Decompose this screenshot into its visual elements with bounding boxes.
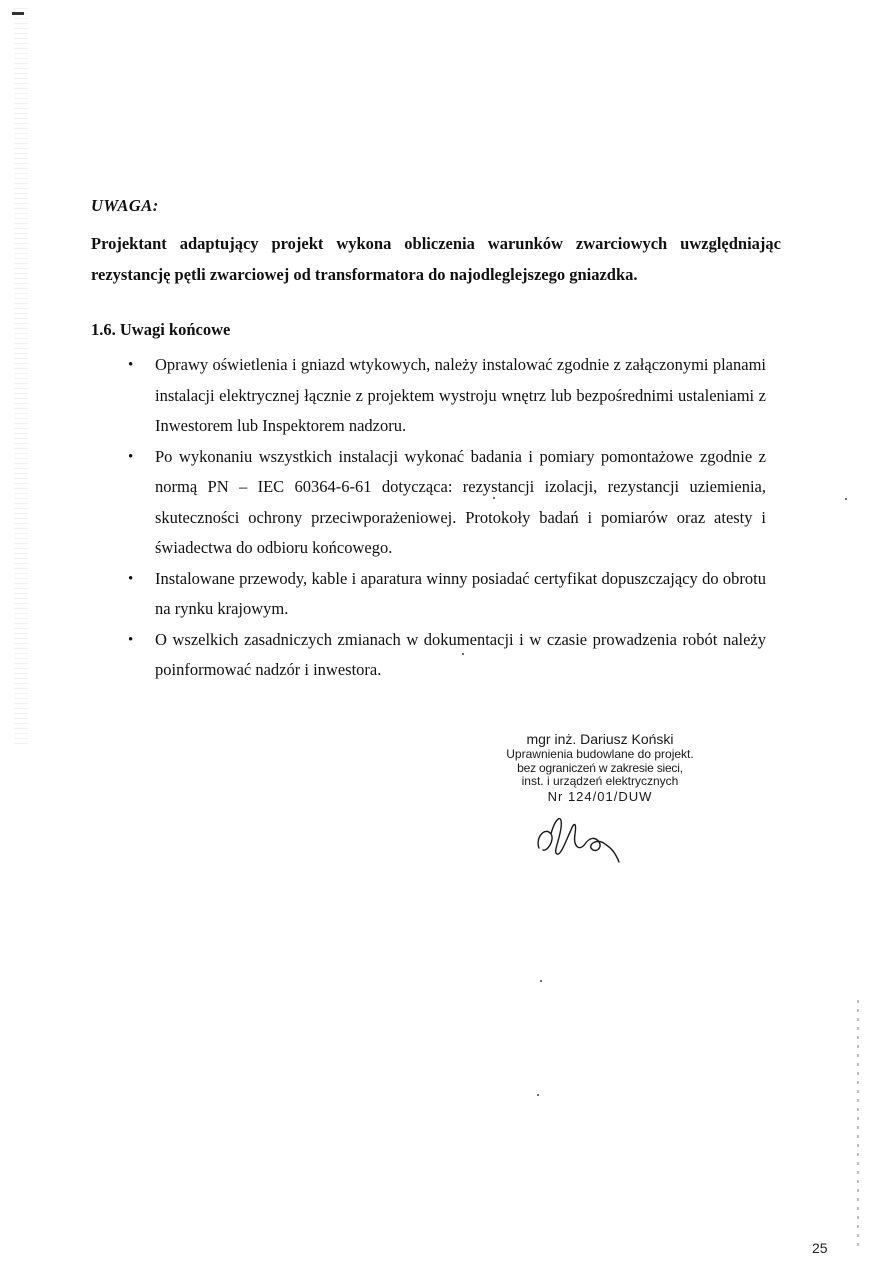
list-item <box>128 625 766 686</box>
bullet-icon: • <box>128 631 134 648</box>
list-item-text: Oprawy oświetlenia i gniazd wtykowych, należy instalować zgodnie z załączonymi planami instalacji elektrycznej łącznie z projektem wystroju wnętrz lub bezpośrednimi ustaleniami z Inwestorem lub Inspektorem nadzoru. <box>155 355 766 435</box>
scan-edge-mark <box>12 12 24 15</box>
list-item <box>128 442 766 564</box>
scan-speck <box>845 498 847 500</box>
list-item <box>128 350 766 442</box>
bullet-icon: • <box>128 448 134 465</box>
stamp-line-1: Uprawnienia budowlane do projekt. <box>506 747 694 761</box>
stamp-number: Nr 124/01/DUW <box>547 788 653 804</box>
scan-speck <box>493 497 495 499</box>
section-heading: 1.6. Uwagi końcowe <box>91 320 231 339</box>
scan-edge-noise-left <box>14 8 28 748</box>
warning-label: UWAGA: <box>91 196 159 215</box>
stamp-name: mgr inż. Dariusz Koński <box>526 731 674 747</box>
scan-edge-noise-right <box>857 1000 859 1250</box>
notes-list <box>128 350 766 686</box>
scan-speck <box>462 653 464 655</box>
license-stamp <box>495 730 705 805</box>
stamp-line-3: inst. i urządzeń elektrycznych <box>521 774 679 788</box>
stamp-line-2: bez ograniczeń w zakresie sieci, <box>517 760 683 775</box>
bullet-icon: • <box>128 357 134 373</box>
list-item <box>128 564 766 625</box>
warning-text: Projektant adaptujący projekt wykona obliczenia warunków zwarciowych uwzględniając rezystancję pętli zwarciowej od transformatora do najodleglejszego gniazdka. <box>91 234 781 284</box>
scan-speck <box>540 980 542 982</box>
list-item-text: Instalowane przewody, kable i aparatura winny posiadać certyfikat dopuszczający do obrotu na rynku krajowym. <box>155 568 766 618</box>
list-item-text: Po wykonaniu wszystkich instalacji wykonać badania i pomiary pomontażowe zgodnie z normą PN – IEC 60364-6-61 dotycząca: rezystancji izolacji, rezystancji uziemienia, skuteczności ochrony przeciwporażeniowej. Protokoły badań i pomiarów oraz atesty i świadectwa do odbioru końcowego. <box>155 446 766 557</box>
bullet-icon: • <box>128 570 134 587</box>
page-number: 25 <box>812 1240 828 1256</box>
scan-speck <box>537 1094 539 1096</box>
handwritten-signature <box>533 808 623 868</box>
list-item-text: O wszelkich zasadniczych zmianach w dokumentacji i w czasie prowadzenia robót należy poinformować nadzór i inwestora. <box>155 629 766 679</box>
